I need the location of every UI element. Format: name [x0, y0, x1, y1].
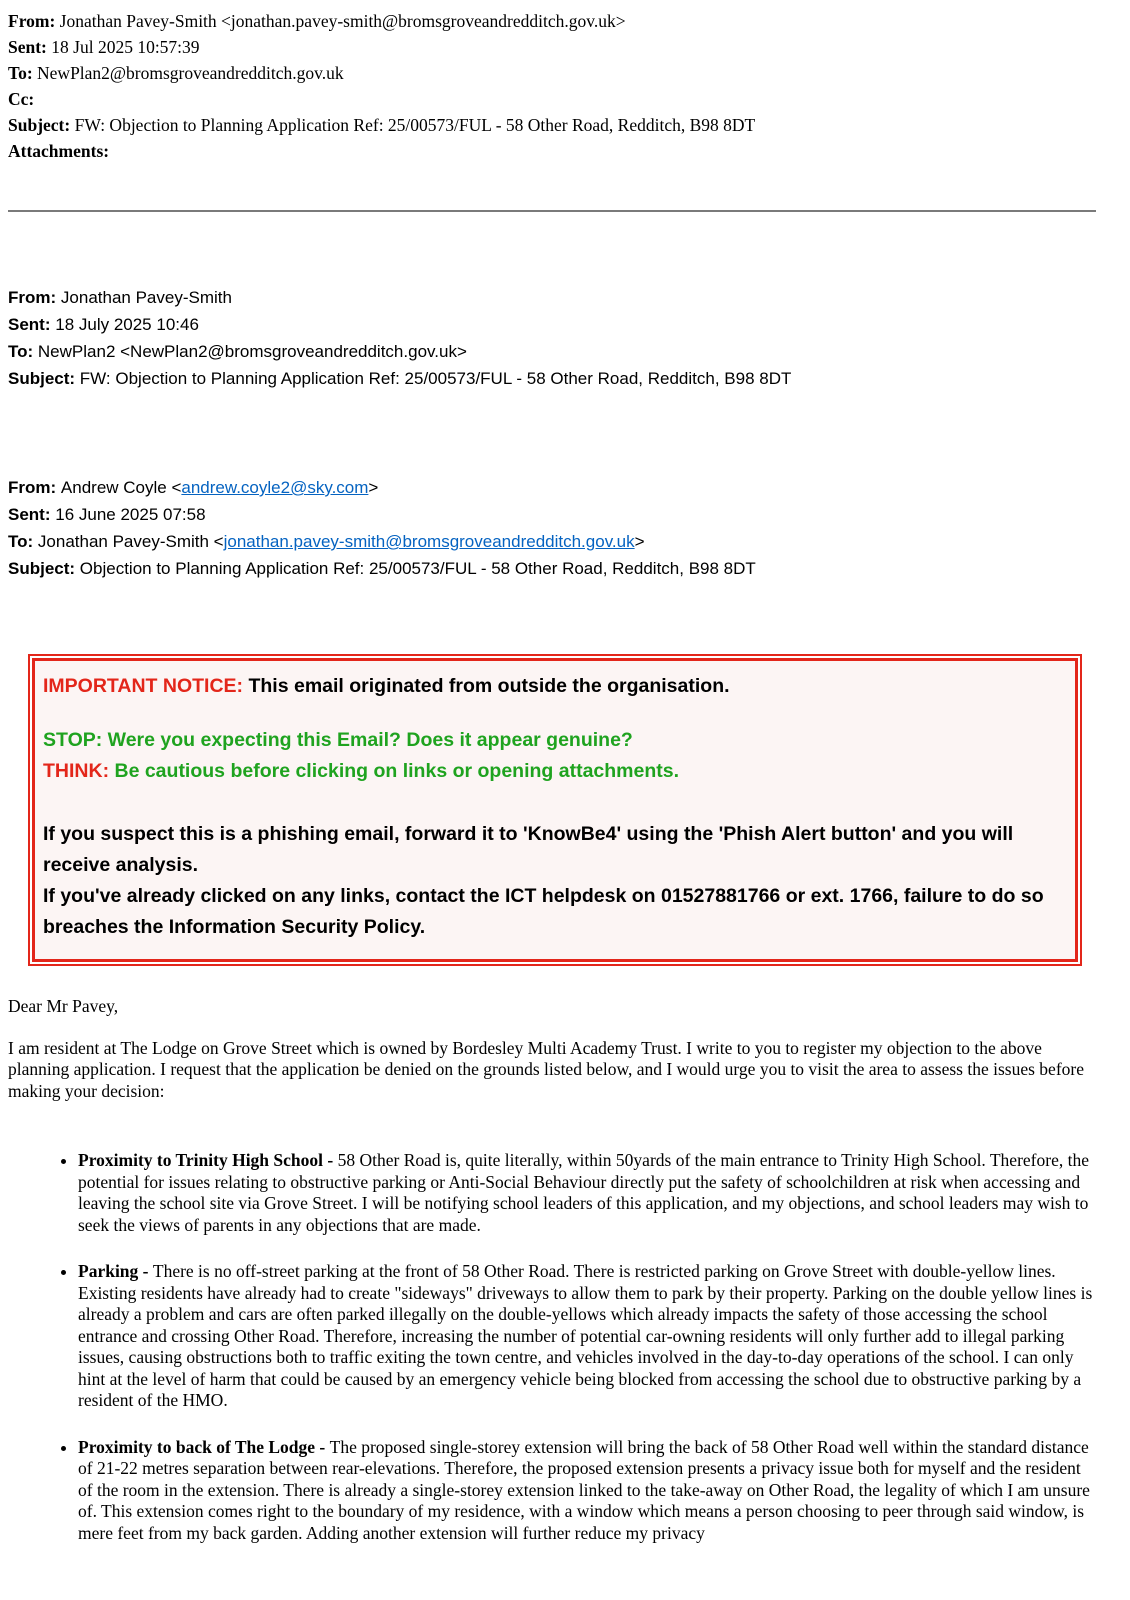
outer-header-attachments — [8, 138, 1096, 164]
outer-header-to — [8, 60, 1096, 86]
sent-value: 18 Jul 2025 10:57:39 — [51, 37, 200, 57]
outer-header-subject — [8, 112, 1096, 138]
from-label: From: — [8, 288, 57, 307]
forward-header-from — [8, 284, 1096, 311]
to-label: To: — [8, 342, 34, 361]
original-header — [8, 474, 1096, 582]
original-header-subject — [8, 555, 1096, 582]
to-name: Jonathan Pavey-Smith < — [37, 532, 224, 551]
original-header-sent — [8, 501, 1096, 528]
outer-header — [8, 8, 1096, 164]
sent-value: 16 June 2025 07:58 — [55, 505, 206, 524]
outer-header-sent — [8, 34, 1096, 60]
important-notice-text: This email originated from outside the organisation. — [243, 675, 730, 697]
warning-helpdesk-instructions: If you've already clicked on any links, contact the ICT helpdesk on 01527881766 or ext. 1766, failure to do so breaches the Information Security Policy. — [43, 885, 1044, 938]
subject-value: FW: Objection to Planning Application Ref: 25/00573/FUL - 58 Other Road, Redditch, B98 8DT — [74, 115, 756, 135]
forward-header-to — [8, 338, 1096, 365]
sent-label: Sent: — [8, 315, 51, 334]
email-body — [8, 996, 1096, 1544]
to-value: NewPlan2 <NewPlan2@bromsgroveandredditch.gov.uk> — [37, 342, 467, 361]
to-value: NewPlan2@bromsgroveandredditch.gov.uk — [37, 63, 344, 83]
external-email-warning-banner — [28, 654, 1082, 966]
list-item — [78, 1150, 1096, 1236]
sent-value: 18 July 2025 10:46 — [55, 315, 199, 334]
forward-header-subject — [8, 365, 1096, 392]
stop-label: STOP: — [43, 729, 103, 751]
subject-value: FW: Objection to Planning Application Ref: 25/00573/FUL - 58 Other Road, Redditch, B98 8DT — [79, 369, 792, 388]
objection-text: The proposed single-storey extension will bring the back of 58 Other Road well within the standard distance of 21-22 metres separation between rear-elevations. Therefore, the proposed extension presents a privacy issue both for myself and the resident of the room in the extension. There is already a single-storey extension linked to the take-away on Other Road, the legality of which I am unsure of. This extension comes right to the boundary of my residence, with a window which means a person choosing to peer through said window, is mere feet from my back garden. Adding another extension will further reduce my privacy — [78, 1436, 1090, 1543]
to-bracket: > — [634, 532, 645, 551]
objection-text: There is no off-street parking at the front of 58 Other Road. There is restricted parking on Grove Street with double-yellow lines. Existing residents have already had to create "sideways" driveways to allow them to park by their property. Parking on the double yellow lines is already a problem and cars are often parked illegally on the double-yellows which already impacts the safety of those accessing the school entrance and crossing Other Road. Therefore, increasing the number of potential car-owning residents will only further add to illegal parking issues, causing obstructions both to traffic exiting the town centre, and vehicles involved in the day-to-day operations of the school. I can only hint at the level of harm that could be caused by an emergency vehicle being blocked from accessing the school due to obstructive parking by a resident of the HMO. — [78, 1261, 1093, 1410]
intro-paragraph: I am resident at The Lodge on Grove Street which is owned by Bordesley Multi Academy Trust. I write to you to register my objection to the above planning application. I request that the application be denied on the grounds listed below, and I would urge you to visit the area to assess the issues before making your decision: — [8, 1037, 1084, 1101]
outer-header-from — [8, 8, 1096, 34]
warning-stop-line — [43, 725, 1063, 756]
from-value: Jonathan Pavey-Smith — [60, 288, 232, 307]
to-label: To: — [8, 63, 33, 83]
subject-label: Subject: — [8, 369, 76, 388]
list-item — [78, 1437, 1096, 1545]
from-label: From: — [8, 11, 56, 31]
external-email-warning-inner — [32, 658, 1078, 962]
think-text: Be cautious before clicking on links or opening attachments. — [109, 760, 680, 782]
original-header-to — [8, 528, 1096, 555]
objection-heading: Proximity to back of The Lodge - — [78, 1436, 330, 1457]
warning-phish-instructions: If you suspect this is a phishing email, forward it to 'KnowBe4' using the 'Phish Alert button' and you will receive analysis. — [43, 823, 1014, 876]
stop-text: Were you expecting this Email? Does it appear genuine? — [102, 729, 633, 751]
attachments-label: Attachments: — [8, 141, 110, 161]
recipient-email-link[interactable]: jonathan.pavey-smith@bromsgroveandredditch.gov.uk — [223, 532, 635, 551]
objection-text: 58 Other Road is, quite literally, within 50yards of the main entrance to Trinity High School. Therefore, the potential for issues relating to obstructive parking or Anti-Social Behaviour directly put the safety of schoolchildren at risk when accessing and leaving the school site via Grove Street. I will be notifying school leaders of this application, and my objections, and school leaders may wish to seek the views of parents in any objections that are made. — [78, 1150, 1089, 1235]
forward-header-sent — [8, 311, 1096, 338]
header-divider — [8, 210, 1096, 212]
from-value: Jonathan Pavey-Smith <jonathan.pavey-smith@bromsgroveandredditch.gov.uk> — [59, 11, 626, 31]
original-header-from — [8, 474, 1096, 501]
warning-notice-line — [43, 671, 1063, 702]
objection-list — [8, 1150, 1096, 1544]
list-item — [78, 1261, 1096, 1412]
sent-label: Sent: — [8, 37, 47, 57]
salutation: Dear Mr Pavey, — [8, 996, 119, 1016]
sent-label: Sent: — [8, 505, 51, 524]
objection-heading: Parking - — [78, 1261, 153, 1281]
from-label: From: — [8, 478, 57, 497]
forward-header — [8, 284, 1096, 392]
to-label: To: — [8, 532, 34, 551]
sender-email-link[interactable]: andrew.coyle2@sky.com — [181, 478, 369, 497]
cc-label: Cc: — [8, 89, 35, 109]
outer-header-cc — [8, 86, 1096, 112]
from-name: Andrew Coyle < — [60, 478, 182, 497]
think-label: THINK: — [43, 760, 110, 782]
subject-label: Subject: — [8, 559, 76, 578]
from-bracket: > — [368, 478, 379, 497]
subject-label: Subject: — [8, 115, 71, 135]
subject-value: Objection to Planning Application Ref: 25/00573/FUL - 58 Other Road, Redditch, B98 8DT — [79, 559, 756, 578]
warning-think-line — [43, 756, 1063, 787]
objection-heading: Proximity to Trinity High School - — [78, 1150, 338, 1170]
important-notice-label: IMPORTANT NOTICE: — [43, 675, 244, 697]
